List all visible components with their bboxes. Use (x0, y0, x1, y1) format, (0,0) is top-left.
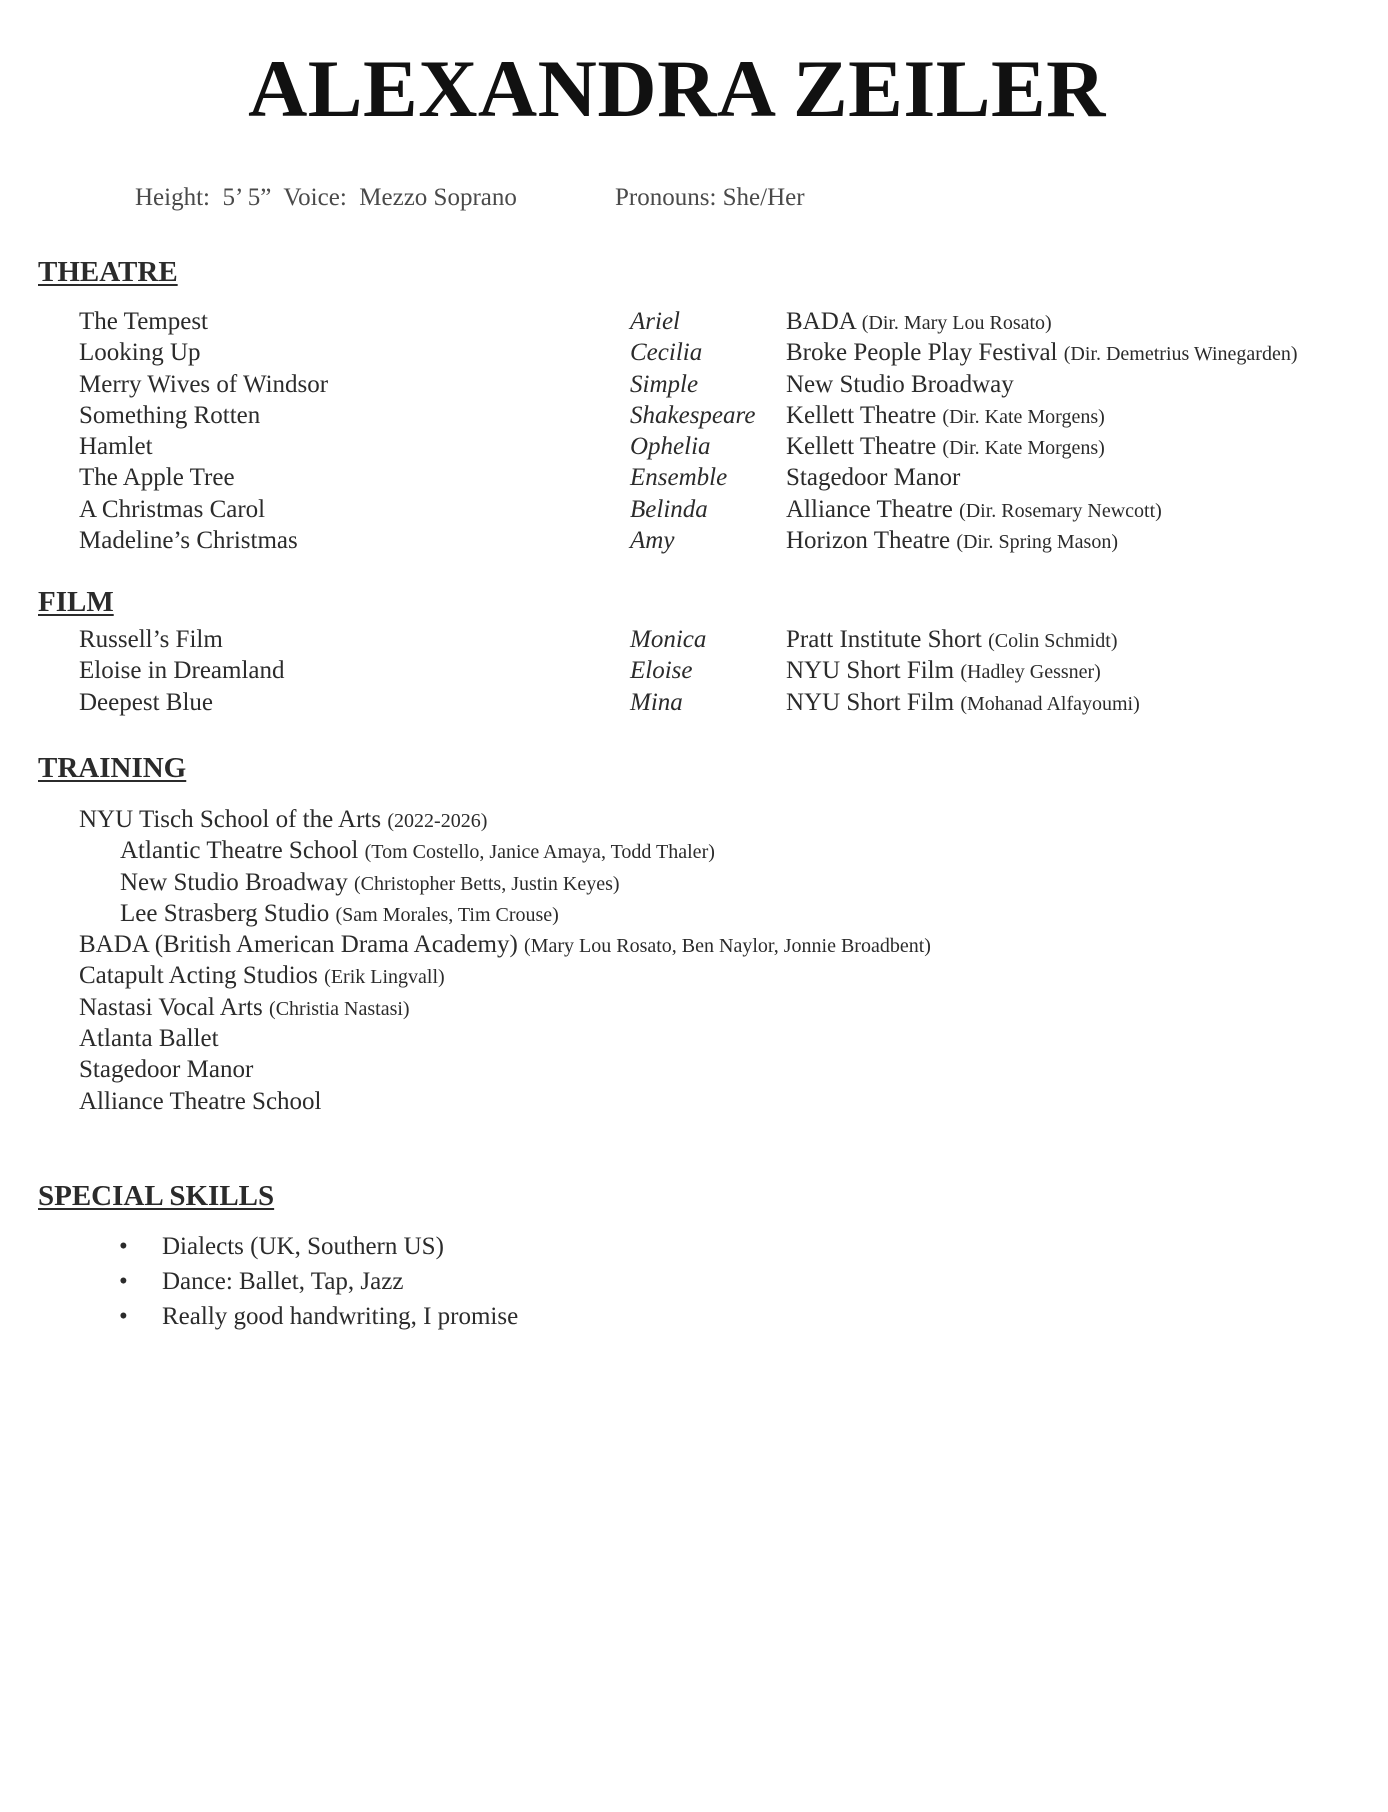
venue-name: Pratt Institute Short (786, 626, 982, 653)
training-note: (2022-2026) (387, 810, 488, 832)
film-credit-row (0, 657, 1388, 688)
training-item (0, 994, 1388, 1025)
credit-venue (786, 402, 1105, 430)
training-name: Atlantic Theatre School (120, 837, 359, 865)
credit-title: Eloise in Dreamland (79, 657, 285, 685)
training-name: NYU Tisch School of the Arts (79, 806, 382, 833)
skill-text: Really good handwriting, I promise (162, 1303, 519, 1330)
actor-name: ALEXANDRA ZEILER (248, 43, 1106, 134)
bullet-icon: • (119, 1233, 128, 1260)
stats-height-voice: Height: 5’ 5” Voice: Mezzo Soprano (135, 184, 517, 211)
credit-title: The Tempest (79, 308, 209, 335)
director-note: (Dir. Mary Lou Rosato) (861, 312, 1052, 334)
training-note: (Christia Nastasi) (269, 997, 410, 1020)
training-name: Catapult Acting Studios (79, 962, 318, 990)
credit-venue (786, 689, 1140, 717)
credit-role: Eloise (630, 657, 693, 685)
director-note: (Dir. Spring Mason) (956, 531, 1118, 554)
theatre-credit-row (0, 527, 1388, 558)
film-credit-row (0, 626, 1388, 657)
director-note: (Hadley Gessner) (960, 661, 1101, 684)
venue-name: Broke People Play Festival (786, 339, 1058, 367)
training-item (0, 837, 1388, 868)
training-note: (Sam Morales, Tim Crouse) (335, 903, 559, 926)
training-item (0, 1056, 1388, 1087)
credit-venue (786, 527, 1118, 555)
credit-role: Belinda (630, 495, 708, 523)
credit-venue (786, 339, 1298, 367)
training-name: BADA (British American Drama Academy) (79, 931, 518, 959)
theatre-credits (0, 308, 1388, 558)
training-name: Nastasi Vocal Arts (79, 993, 263, 1021)
venue-name: Stagedoor Manor (786, 464, 961, 492)
credit-venue (786, 626, 1118, 654)
credit-title: Looking Up (79, 339, 201, 367)
training-name: Atlanta Ballet (79, 1025, 219, 1053)
venue-name: Horizon Theatre (786, 527, 951, 555)
training-item (0, 962, 1388, 993)
theatre-credit-row (0, 402, 1388, 433)
venue-name: Kellett Theatre (786, 433, 937, 461)
film-credit-row (0, 689, 1388, 720)
training-item (0, 931, 1388, 962)
theatre-heading: THEATRE (38, 256, 178, 288)
theatre-credit-row (0, 496, 1388, 527)
credit-role: Ophelia (630, 433, 711, 461)
credit-title: The Apple Tree (79, 464, 235, 492)
venue-name: New Studio Broadway (786, 370, 1014, 398)
training-name: Alliance Theatre School (79, 1087, 322, 1115)
stats-pronouns: Pronouns: She/Her (615, 184, 805, 211)
training-item (0, 806, 1388, 837)
credit-role: Monica (630, 626, 707, 653)
training-item (0, 1088, 1388, 1119)
theatre-credit-row (0, 308, 1388, 339)
training-note: (Christopher Betts, Justin Keyes) (354, 872, 620, 895)
director-note: (Dir. Rosemary Newcott) (959, 499, 1162, 522)
theatre-credit-row (0, 433, 1388, 464)
credit-venue (786, 464, 960, 492)
theatre-credit-row (0, 464, 1388, 495)
skill-item (0, 1268, 1388, 1303)
special-skills-list (0, 1233, 1388, 1338)
venue-name: Kellett Theatre (786, 401, 937, 429)
training-item (0, 869, 1388, 900)
credit-role: Ariel (630, 308, 680, 335)
training-item (0, 1025, 1388, 1056)
credit-venue (786, 433, 1105, 461)
credit-role: Ensemble (630, 464, 728, 492)
director-note: (Mohanad Alfayoumi) (960, 692, 1140, 715)
credit-title: Something Rotten (79, 401, 261, 429)
venue-name: Alliance Theatre (786, 495, 953, 523)
director-note: (Dir. Kate Morgens) (942, 405, 1105, 428)
credit-venue (786, 308, 1052, 336)
credit-title: A Christmas Carol (79, 495, 266, 523)
credit-role: Amy (630, 527, 675, 555)
director-note: (Dir. Demetrius Winegarden) (1063, 343, 1298, 366)
training-note: (Erik Lingvall) (324, 966, 445, 989)
training-list (0, 806, 1388, 1119)
credit-title: Deepest Blue (79, 688, 213, 716)
venue-name: NYU Short Film (786, 657, 955, 685)
skill-text: Dance: Ballet, Tap, Jazz (162, 1268, 404, 1295)
training-name: New Studio Broadway (120, 868, 348, 896)
training-note: (Mary Lou Rosato, Ben Naylor, Jonnie Broadbent) (524, 935, 931, 958)
credit-title: Madeline’s Christmas (79, 527, 298, 555)
special-skills-heading: SPECIAL SKILLS (38, 1180, 275, 1212)
director-note: (Dir. Kate Morgens) (942, 437, 1105, 460)
credit-title: Merry Wives of Windsor (79, 370, 329, 398)
theatre-credit-row (0, 371, 1388, 402)
credit-role: Cecilia (630, 339, 703, 367)
credit-venue (786, 657, 1101, 685)
credit-venue (786, 371, 1014, 399)
credit-role: Simple (630, 370, 699, 398)
theatre-credit-row (0, 339, 1388, 370)
film-heading: FILM (38, 586, 114, 618)
training-note: (Tom Costello, Janice Amaya, Todd Thaler) (364, 841, 715, 864)
venue-name: NYU Short Film (786, 688, 955, 716)
skill-item (0, 1303, 1388, 1338)
director-note: (Colin Schmidt) (988, 630, 1118, 652)
skill-item (0, 1233, 1388, 1268)
credit-role: Mina (630, 688, 683, 716)
credit-title: Hamlet (79, 433, 153, 461)
credit-role: Shakespeare (630, 401, 756, 429)
credit-title: Russell’s Film (79, 626, 223, 653)
skill-text: Dialects (UK, Southern US) (162, 1233, 444, 1260)
venue-name: BADA (786, 308, 856, 335)
training-item (0, 900, 1388, 931)
training-name: Lee Strasberg Studio (120, 899, 330, 927)
credit-venue (786, 496, 1162, 524)
training-heading: TRAINING (38, 752, 187, 784)
film-credits (0, 626, 1388, 720)
training-name: Stagedoor Manor (79, 1056, 254, 1084)
bullet-icon: • (119, 1303, 128, 1330)
bullet-icon: • (119, 1268, 128, 1295)
